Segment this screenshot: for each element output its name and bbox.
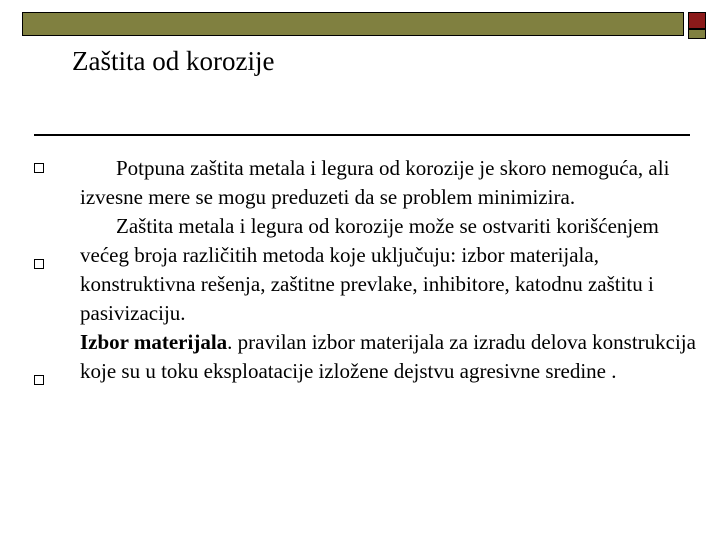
paragraph-text: Zaštita metala i legura od korozije može se ostvariti korišćenjem većeg broja različitih metoda koje uključuju: izbor materijala, konstruktivna rešenja, zaštitne prevlake, inhibitore, katodnu zaštitu i pasivizaciju. bbox=[80, 214, 659, 325]
paragraph-bold-lead: Izbor materijala bbox=[80, 330, 228, 354]
paragraph-text: Potpuna zaštita metala i legura od korozije je skoro nemoguća, ali izvesne mere se mogu preduzeti da se problem minimizira. bbox=[80, 156, 670, 209]
slide-title: Zaštita od korozije bbox=[72, 46, 275, 76]
slide-body bbox=[80, 154, 700, 386]
paragraph-text: . pravilan izbor materijala za izradu delova konstrukcija koje su u toku eksploatacije izložene dejstvu agresivne sredine . bbox=[80, 330, 696, 383]
corner-square-red bbox=[688, 12, 706, 29]
title-bar-decoration bbox=[22, 12, 684, 36]
square-bullet-icon bbox=[34, 163, 44, 173]
square-bullet-icon bbox=[34, 259, 44, 269]
corner-square-olive bbox=[688, 29, 706, 39]
title-divider bbox=[34, 134, 690, 136]
square-bullet-icon bbox=[34, 375, 44, 385]
bullet-paragraph-3 bbox=[80, 328, 700, 386]
bullet-paragraph-2 bbox=[80, 212, 700, 328]
bullet-paragraph-1 bbox=[80, 154, 700, 212]
